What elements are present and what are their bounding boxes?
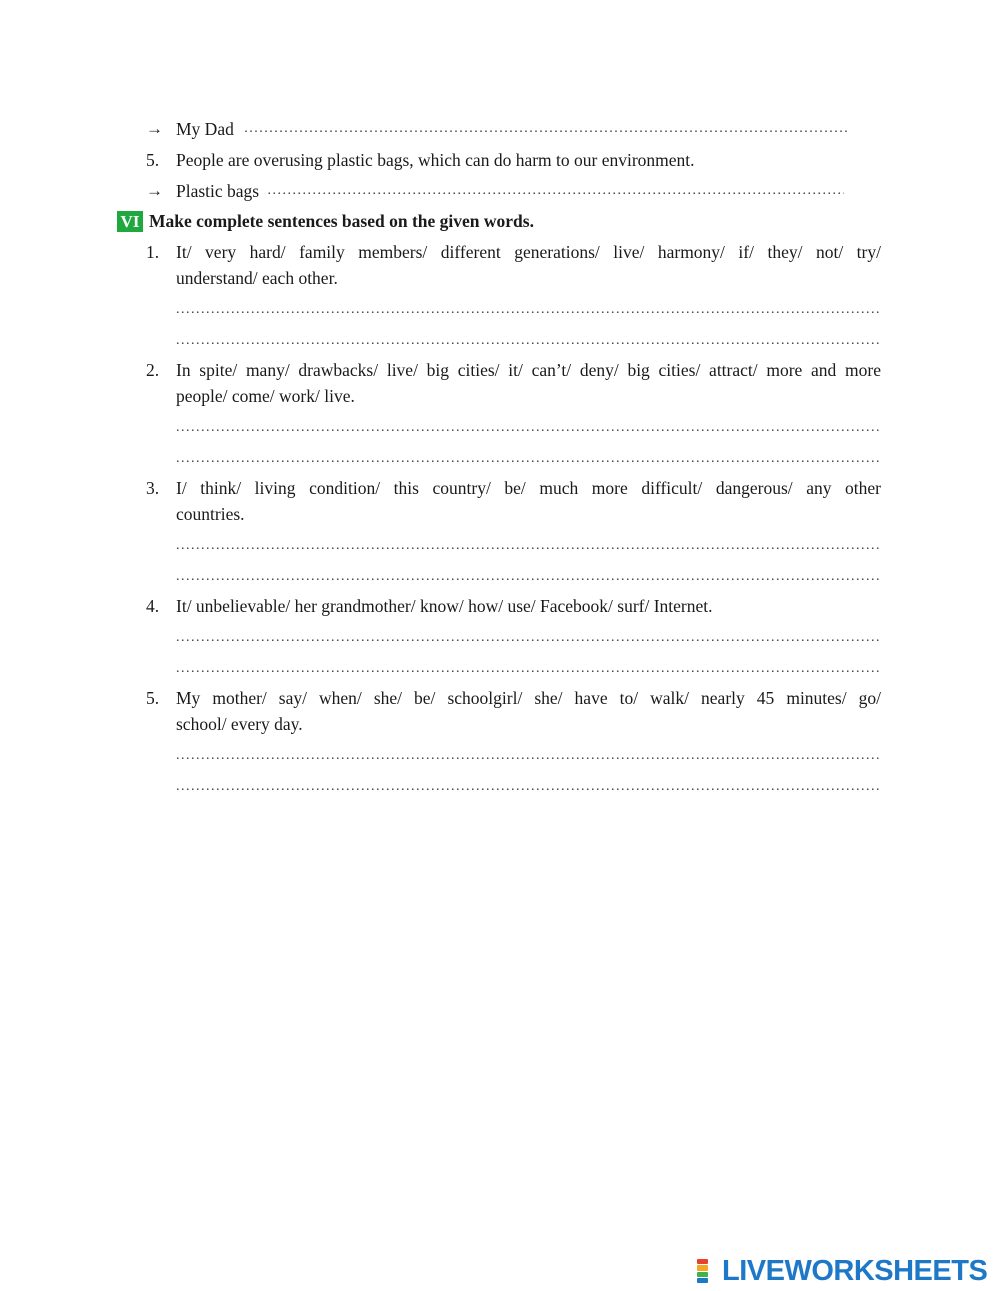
item-text: It/ very hard/ family members/ different generations/ live/ harmony/ if/ they/ not/ try/ — [176, 242, 881, 262]
item-text: school/ every day. — [176, 714, 303, 734]
answer-line[interactable] — [176, 746, 881, 766]
item-text: people/ come/ work/ live. — [176, 386, 355, 406]
section-title: Make complete sentences based on the given words. — [149, 211, 534, 231]
item-number: 4. — [146, 596, 160, 616]
answer-line[interactable] — [176, 659, 881, 679]
item-text: I/ think/ living condition/ this country/ be/ much more difficult/ dangerous/ any other — [176, 478, 881, 498]
item-text: It/ unbelievable/ her grandmother/ know/ how/ use/ Facebook/ surf/ Internet. — [176, 596, 713, 616]
answer-prefix-my-dad — [176, 119, 849, 139]
answer-line[interactable] — [176, 331, 881, 351]
my-dad-prefix: My Dad — [176, 119, 234, 139]
item-number: 2. — [146, 360, 160, 380]
logo-text: LIVEWORKSHEETS — [722, 1255, 988, 1287]
plastic-bags-prefix: Plastic bags — [176, 181, 260, 201]
item-text: countries. — [176, 504, 245, 524]
item-text: In spite/ many/ drawbacks/ live/ big cities/ it/ can’t/ deny/ big cities/ attract/ more and more — [176, 360, 881, 380]
item-text: People are overusing plastic bags, which can do harm to our environment. — [176, 150, 695, 170]
answer-line[interactable] — [176, 449, 881, 469]
answer-line[interactable] — [176, 536, 881, 556]
item-number: 5. — [146, 688, 160, 708]
logo-icon — [697, 1259, 719, 1283]
answer-line[interactable] — [244, 119, 849, 139]
item-number: 3. — [146, 478, 160, 498]
answer-line[interactable] — [176, 628, 881, 648]
item-number: 5. — [146, 150, 160, 170]
item-number: 1. — [146, 242, 160, 262]
answer-line[interactable] — [268, 181, 844, 201]
arrow-symbol: → — [146, 119, 163, 138]
item-text: My mother/ say/ when/ she/ be/ schoolgirl/ she/ have to/ walk/ nearly 45 minutes/ go/ — [176, 688, 881, 708]
liveworksheets-logo — [697, 1257, 987, 1285]
answer-line[interactable] — [176, 567, 881, 587]
answer-line[interactable] — [176, 418, 881, 438]
section-badge: VI — [117, 211, 143, 232]
answer-line[interactable] — [176, 300, 881, 320]
answer-prefix-plastic-bags — [176, 181, 844, 201]
answer-line[interactable] — [176, 777, 881, 797]
arrow-symbol: → — [146, 181, 163, 200]
item-text: understand/ each other. — [176, 268, 338, 288]
